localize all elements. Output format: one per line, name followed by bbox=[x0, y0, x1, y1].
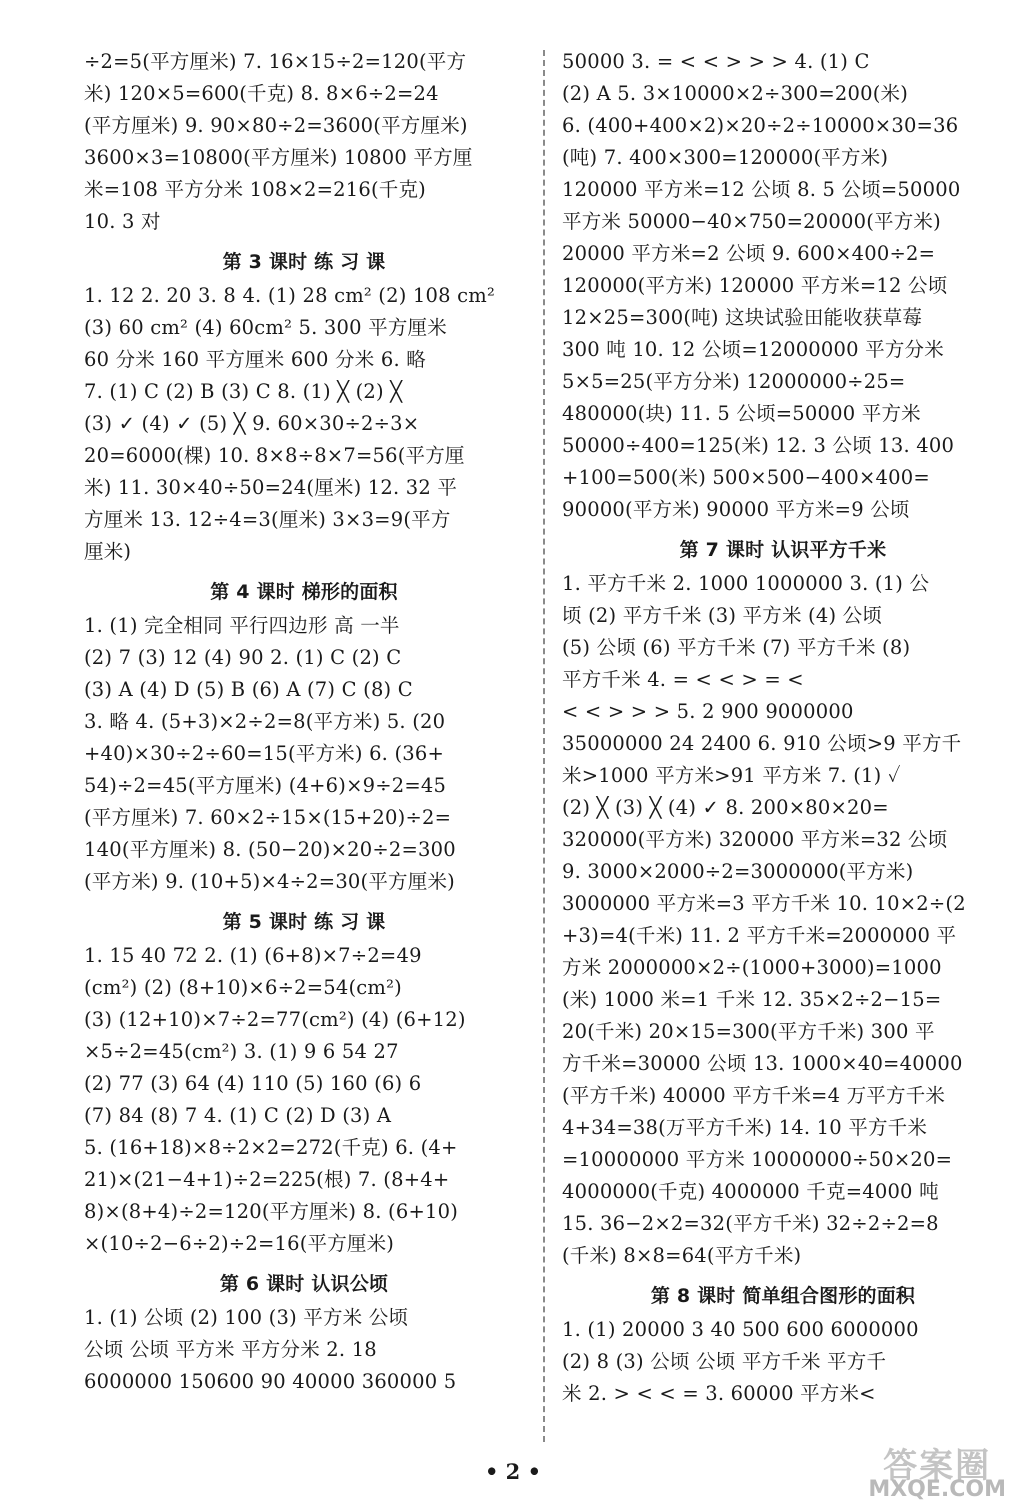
answer-line: 90000(平方米) 90000 平方米=9 公顷 bbox=[562, 498, 910, 521]
section-heading: 第 5 课时 练 习 课 bbox=[222, 911, 386, 933]
answer-line: 平方千米 4. = < < > = < bbox=[562, 668, 804, 691]
answer-line: 12×25=300(吨) 这块试验田能收获草莓 bbox=[562, 306, 923, 329]
answer-line: 方厘米 13. 12÷4=3(厘米) 3×3=9(平方 bbox=[84, 508, 451, 531]
answer-line: 15. 36−2×2=32(平方千米) 32÷2÷2=8 bbox=[562, 1212, 939, 1235]
answer-line: 米) 120×5=600(千克) 8. 8×6÷2=24 bbox=[84, 82, 439, 105]
answer-line: 300 吨 10. 12 公顷=12000000 平方分米 bbox=[562, 338, 944, 361]
answer-line: 3600×3=10800(平方厘米) 10800 平方厘 bbox=[84, 146, 473, 169]
answer-line: 10. 3 对 bbox=[84, 210, 161, 233]
answer-line: (平方厘米) 9. 90×80÷2=3600(平方厘米) bbox=[84, 114, 468, 137]
watermark-logo-text: 答案圈 bbox=[883, 1446, 992, 1486]
answer-line: 平方米 50000−40×750=20000(平方米) bbox=[562, 210, 941, 233]
answer-line: 20(千米) 20×15=300(平方千米) 300 平 bbox=[562, 1020, 935, 1043]
page-number: • 2 • bbox=[484, 1459, 542, 1484]
answer-line: 20000 平方米=2 公顷 9. 600×400÷2= bbox=[562, 242, 936, 265]
answer-line: (吨) 7. 400×300=120000(平方米) bbox=[562, 146, 889, 169]
answer-line: ×(10÷2−6÷2)÷2=16(平方厘米) bbox=[84, 1232, 395, 1255]
answer-line: (2) A 5. 3×10000×2÷300=200(米) bbox=[562, 82, 909, 105]
answer-line: 米=108 平方分米 108×2=216(千克) bbox=[84, 178, 426, 201]
answer-line: +100=500(米) 500×500−400×400= bbox=[562, 466, 930, 489]
answer-line: 50000 3. = < < > > > 4. (1) C bbox=[562, 50, 870, 73]
answer-line: 5. (16+18)×8÷2×2=272(千克) 6. (4+ bbox=[84, 1136, 458, 1159]
answer-line: 54)÷2=45(平方厘米) (4+6)×9÷2=45 bbox=[84, 774, 447, 797]
answer-line: ÷2=5(平方厘米) 7. 16×15÷2=120(平方 bbox=[84, 50, 467, 73]
section-heading: 第 7 课时 认识平方千米 bbox=[679, 539, 887, 561]
answer-line: 米>1000 平方米>91 平方米 7. (1) ✓ bbox=[562, 764, 901, 787]
answer-line: 1. (1) 公顷 (2) 100 (3) 平方米 公顷 bbox=[84, 1306, 409, 1329]
right-column bbox=[562, 46, 1004, 1410]
answer-line: (5) 公顷 (6) 平方千米 (7) 平方千米 (8) bbox=[562, 636, 911, 659]
left-column bbox=[84, 46, 524, 1398]
answer-line: 方米 2000000×2÷(1000+3000)=1000 bbox=[562, 956, 942, 979]
answer-line: 1. (1) 完全相同 平行四边形 高 一半 bbox=[84, 614, 400, 637]
answer-line: (2) 8 (3) 公顷 公顷 平方千米 平方千 bbox=[562, 1350, 887, 1373]
answer-line: 方千米=30000 公顷 13. 1000×40=40000 bbox=[562, 1052, 963, 1075]
answer-line: (米) 1000 米=1 千米 12. 35×2÷2−15= bbox=[562, 988, 942, 1011]
answer-line: 1. 平方千米 2. 1000 1000000 3. (1) 公 bbox=[562, 572, 930, 595]
section-heading: 第 8 课时 简单组合图形的面积 bbox=[650, 1285, 916, 1307]
answer-line: +40)×30÷2÷60=15(平方米) 6. (36+ bbox=[84, 742, 445, 765]
site-watermark bbox=[868, 1446, 1006, 1502]
answer-line: ×5÷2=45(cm²) 3. (1) 9 6 54 27 bbox=[84, 1040, 399, 1063]
answer-line: 1. 12 2. 20 3. 8 4. (1) 28 cm² (2) 108 cm² bbox=[84, 284, 495, 307]
answer-line: 60 分米 160 平方厘米 600 分米 6. 略 bbox=[84, 348, 426, 371]
answer-line: 公顷 公顷 平方米 平方分米 2. 18 bbox=[84, 1338, 377, 1361]
answer-line: (2) 77 (3) 64 (4) 110 (5) 160 (6) 6 bbox=[84, 1072, 422, 1095]
answer-line: 3. 略 4. (5+3)×2÷2=8(平方米) 5. (20 bbox=[84, 710, 446, 733]
answer-line: 8)×(8+4)÷2=120(平方厘米) 8. (6+10) bbox=[84, 1200, 459, 1223]
answer-line: 3000000 平方米=3 平方千米 10. 10×2÷(2 bbox=[562, 892, 966, 915]
answer-line: 35000000 24 2400 6. 910 公顷>9 平方千 bbox=[562, 732, 962, 755]
answer-line: (千米) 8×8=64(平方千米) bbox=[562, 1244, 802, 1267]
answer-line: (3) 60 cm² (4) 60cm² 5. 300 平方厘米 bbox=[84, 316, 447, 339]
watermark-url: MXQE.COM bbox=[868, 1477, 1006, 1502]
answer-line: 20=6000(棵) 10. 8×8÷8×7=56(平方厘 bbox=[84, 444, 465, 467]
answer-line: 6. (400+400×2)×20÷2÷10000×30=36 bbox=[562, 114, 959, 137]
answer-line: (2) 7 (3) 12 (4) 90 2. (1) C (2) C bbox=[84, 646, 402, 669]
section-heading: 第 3 课时 练 习 课 bbox=[222, 251, 386, 273]
answer-line: (3) ✓ (4) ✓ (5) ╳ 9. 60×30÷2÷3× bbox=[84, 412, 420, 435]
answer-line: (平方厘米) 7. 60×2÷15×(15+20)÷2= bbox=[84, 806, 452, 829]
answer-line: 320000(平方米) 320000 平方米=32 公顷 bbox=[562, 828, 948, 851]
answer-line: (平方米) 9. (10+5)×4÷2=30(平方厘米) bbox=[84, 870, 455, 893]
answer-line: (3) A (4) D (5) B (6) A (7) C (8) C bbox=[84, 678, 413, 701]
answer-line: 米 2. > < < = 3. 60000 平方米< bbox=[562, 1382, 876, 1405]
answer-line: 50000÷400=125(米) 12. 3 公顷 13. 400 bbox=[562, 434, 955, 457]
column-divider bbox=[543, 50, 545, 1442]
answer-line: 480000(块) 11. 5 公顷=50000 平方米 bbox=[562, 402, 921, 425]
answer-line: 9. 3000×2000÷2=3000000(平方米) bbox=[562, 860, 914, 883]
answer-line: 4+34=38(万平方千米) 14. 10 平方千米 bbox=[562, 1116, 928, 1139]
answer-line: +3)=4(千米) 11. 2 平方千米=2000000 平 bbox=[562, 924, 957, 947]
answer-line: 厘米) bbox=[84, 540, 132, 563]
answer-line: 7. (1) C (2) B (3) C 8. (1) ╳ (2) ╳ bbox=[84, 380, 403, 403]
answer-line: (cm²) (2) (8+10)×6÷2=54(cm²) bbox=[84, 976, 402, 999]
answer-line: 120000(平方米) 120000 平方米=12 公顷 bbox=[562, 274, 948, 297]
answer-line: 顷 (2) 平方千米 (3) 平方米 (4) 公顷 bbox=[562, 604, 883, 627]
answer-line: 120000 平方米=12 公顷 8. 5 公顷=50000 bbox=[562, 178, 961, 201]
answer-line: =10000000 平方米 10000000÷50×20= bbox=[562, 1148, 953, 1171]
answer-line: (2) ╳ (3) ╳ (4) ✓ 8. 200×80×20= bbox=[562, 796, 889, 819]
answer-line: (3) (12+10)×7÷2=77(cm²) (4) (6+12) bbox=[84, 1008, 466, 1031]
answer-line: 4000000(千克) 4000000 千克=4000 吨 bbox=[562, 1180, 939, 1203]
answer-line: 6000000 150600 90 40000 360000 5 bbox=[84, 1370, 457, 1393]
answer-line: (7) 84 (8) 7 4. (1) C (2) D (3) A bbox=[84, 1104, 392, 1127]
answer-line: < < > > > 5. 2 900 9000000 bbox=[562, 700, 854, 723]
answer-line: 21)×(21−4+1)÷2=225(根) 7. (8+4+ bbox=[84, 1168, 450, 1191]
section-heading: 第 6 课时 认识公顷 bbox=[219, 1273, 389, 1295]
answer-line: 5×5=25(平方分米) 12000000÷25= bbox=[562, 370, 906, 393]
answer-line: (平方千米) 40000 平方千米=4 万平方千米 bbox=[562, 1084, 946, 1107]
section-heading: 第 4 课时 梯形的面积 bbox=[210, 581, 398, 603]
answer-line: 米) 11. 30×40÷50=24(厘米) 12. 32 平 bbox=[84, 476, 458, 499]
answer-line: 140(平方厘米) 8. (50−20)×20÷2=300 bbox=[84, 838, 456, 861]
answer-line: 1. (1) 20000 3 40 500 600 6000000 bbox=[562, 1318, 919, 1341]
answer-line: 1. 15 40 72 2. (1) (6+8)×7÷2=49 bbox=[84, 944, 422, 967]
